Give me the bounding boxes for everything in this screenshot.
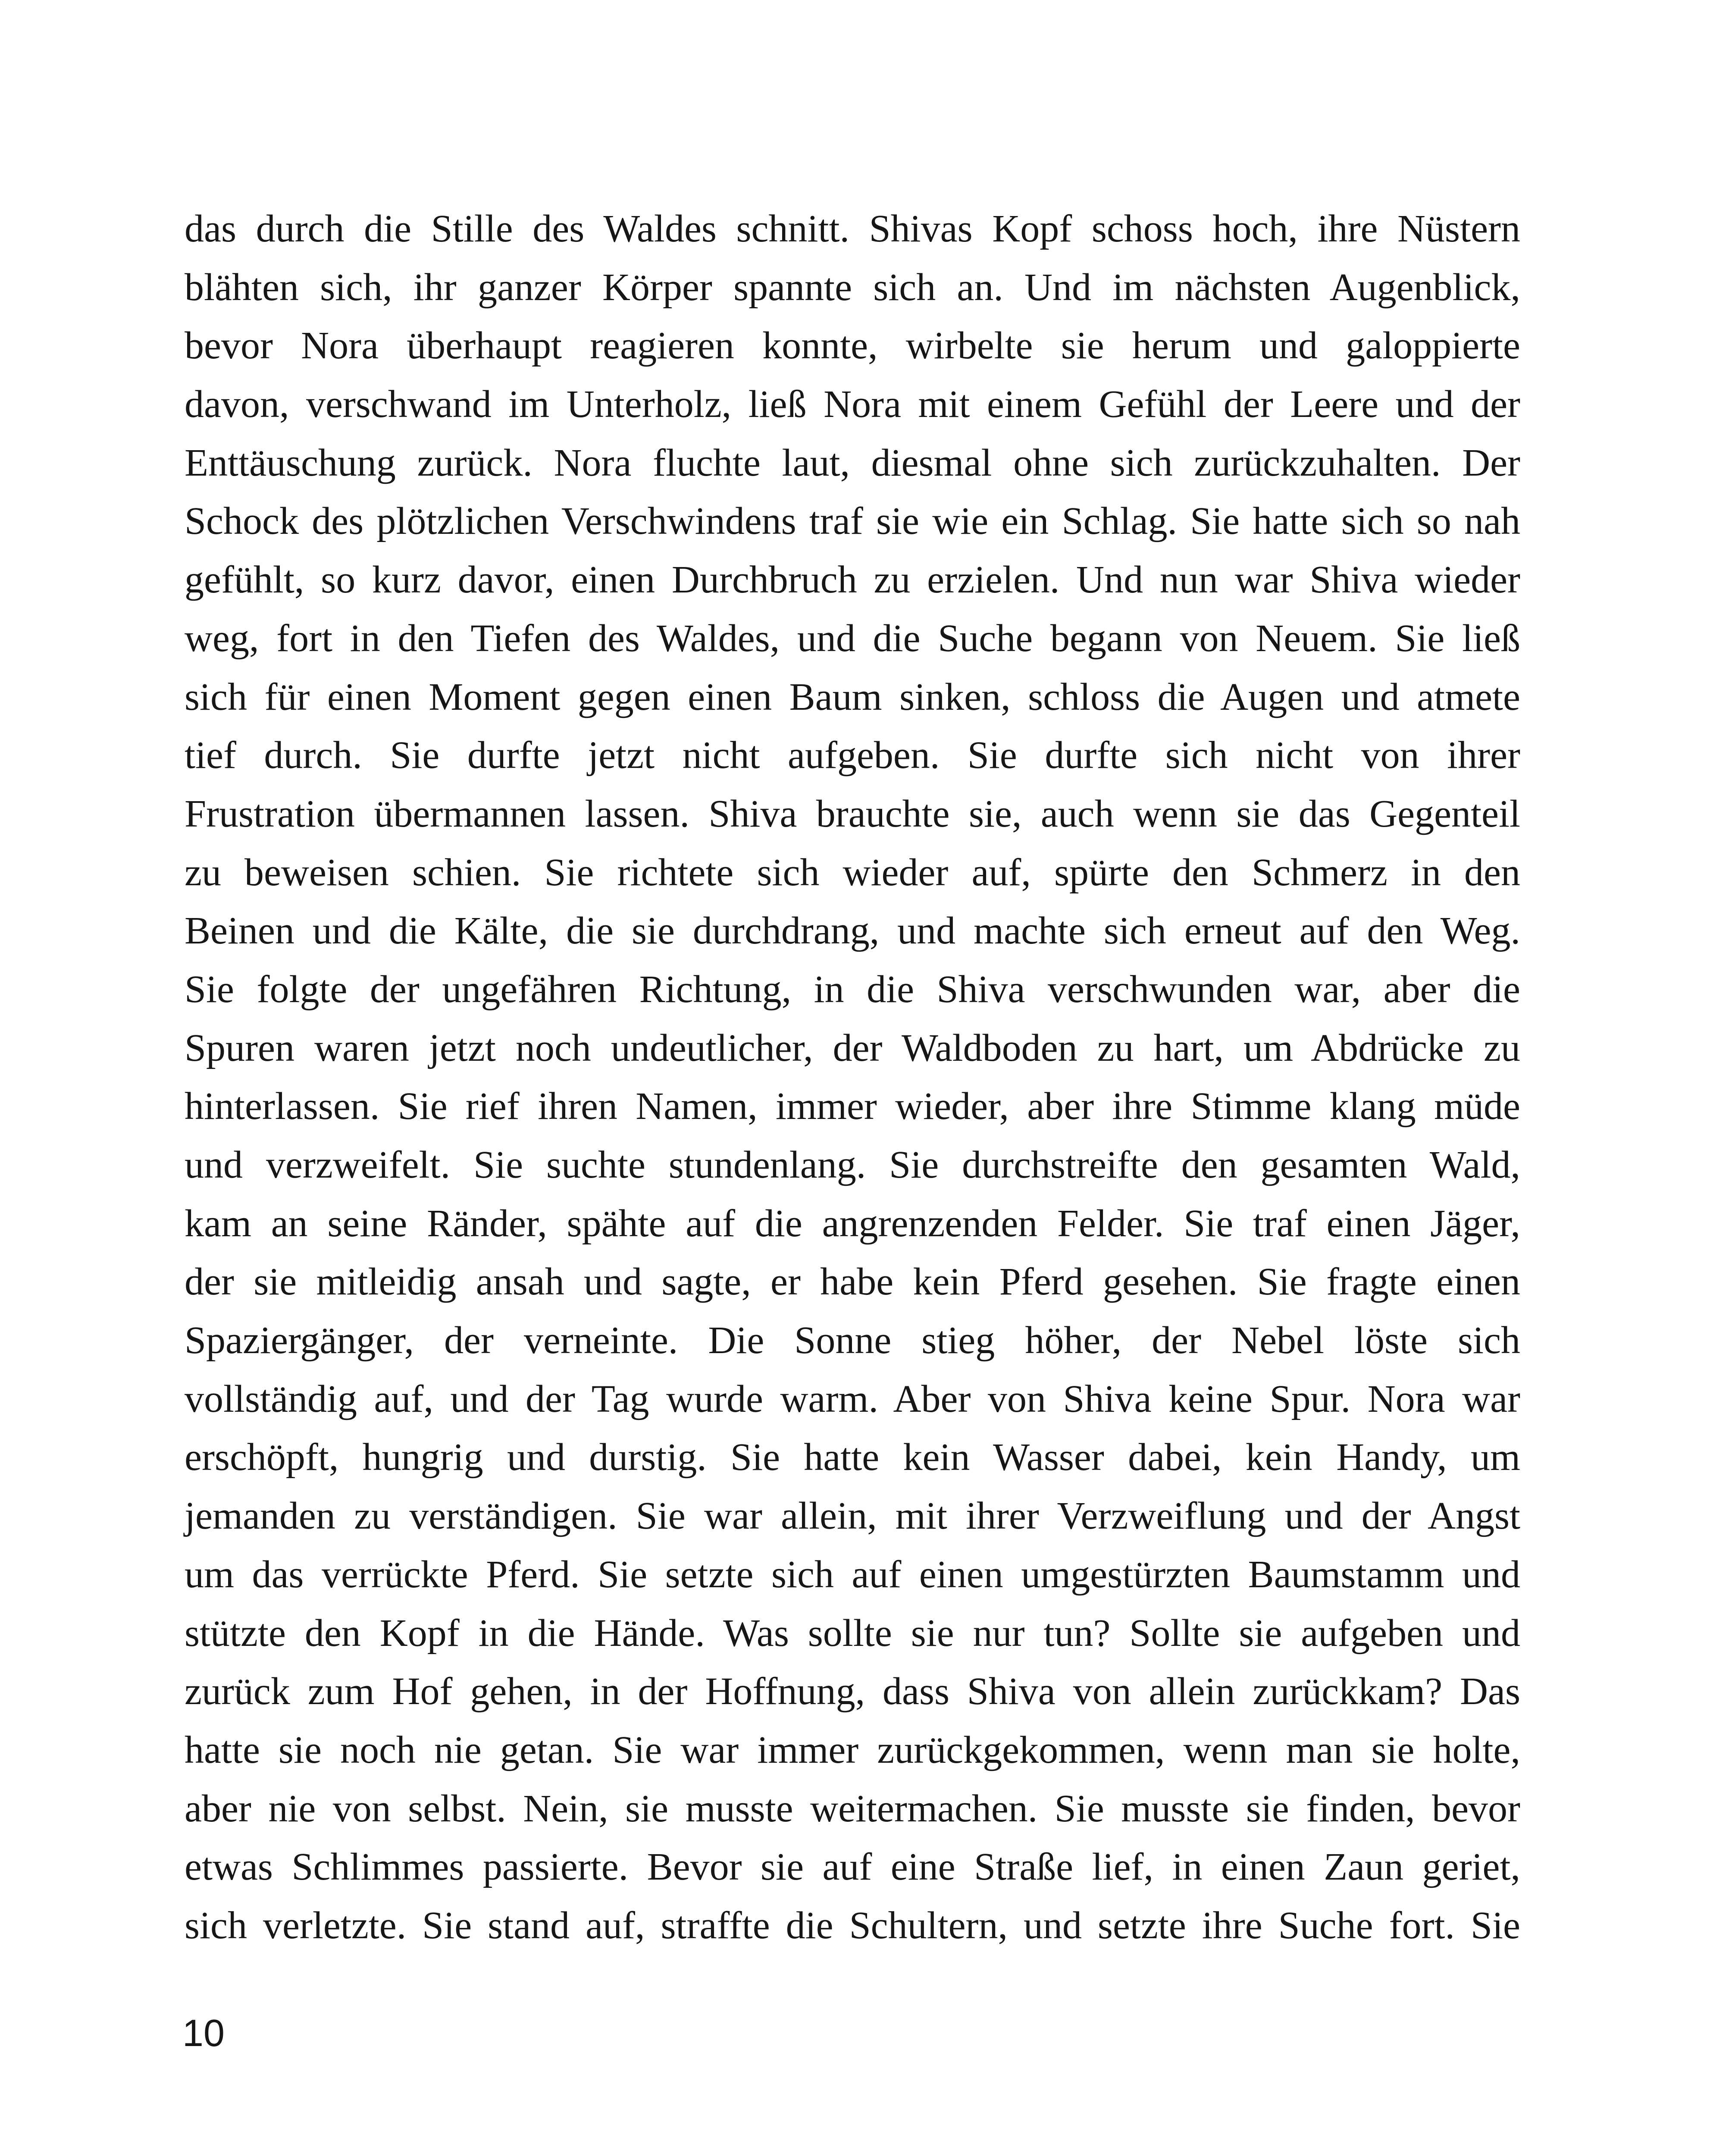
body-text <box>185 200 1520 1955</box>
text-line: bevor Nora überhaupt reagieren konnte, wirbelte sie herum und galoppierte <box>185 324 1520 367</box>
text-line: und verzweifelt. Sie suchte stundenlang. Sie durchstreifte den gesamten Wald, <box>185 1144 1520 1186</box>
text-line: Spaziergänger, der verneinte. Die Sonne stieg höher, der Nebel löste sich <box>185 1319 1520 1362</box>
text-line: sich für einen Moment gegen einen Baum sinken, schloss die Augen und atmete <box>185 675 1520 718</box>
text-line: Frustration übermannen lassen. Shiva brauchte sie, auch wenn sie das Gegenteil <box>185 792 1520 835</box>
text-line: das durch die Stille des Waldes schnitt. Shivas Kopf schoss hoch, ihre Nüstern <box>185 207 1520 250</box>
text-line: etwas Schlimmes passierte. Bevor sie auf eine Straße lief, in einen Zaun geriet, <box>185 1846 1520 1889</box>
text-line: Enttäuschung zurück. Nora fluchte laut, diesmal ohne sich zurückzuhalten. Der <box>185 441 1520 484</box>
text-line: erschöpft, hungrig und durstig. Sie hatte kein Wasser dabei, kein Handy, um <box>185 1436 1520 1479</box>
text-line: sich verletzte. Sie stand auf, straffte die Schultern, und setzte ihre Suche fort. Sie <box>185 1904 1520 1947</box>
text-line: weg, fort in den Tiefen des Waldes, und die Suche begann von Neuem. Sie ließ <box>185 617 1520 660</box>
text-line: Sie folgte der ungefähren Richtung, in die Shiva verschwunden war, aber die <box>185 968 1520 1011</box>
text-line: stützte den Kopf in die Hände. Was sollte sie nur tun? Sollte sie aufgeben und <box>185 1611 1520 1655</box>
text-line: jemanden zu verständigen. Sie war allein, mit ihrer Verzweiflung und der Angst <box>185 1495 1520 1538</box>
text-line: der sie mitleidig ansah und sagte, er habe kein Pferd gesehen. Sie fragte einen <box>185 1260 1520 1304</box>
text-line: aber nie von selbst. Nein, sie musste weitermachen. Sie musste sie finden, bevor <box>185 1787 1520 1830</box>
text-line: Beinen und die Kälte, die sie durchdrang, und machte sich erneut auf den Weg. <box>185 909 1520 953</box>
page-number: 10 <box>182 2012 225 2054</box>
text-line: Schock des plötzlichen Verschwindens traf sie wie ein Schlag. Sie hatte sich so nah <box>185 500 1520 543</box>
text-line: zu beweisen schien. Sie richtete sich wieder auf, spürte den Schmerz in den <box>185 851 1520 894</box>
text-line: Spuren waren jetzt noch undeutlicher, der Waldboden zu hart, um Abdrücke zu <box>185 1026 1520 1069</box>
text-line: blähten sich, ihr ganzer Körper spannte sich an. Und im nächsten Augenblick, <box>185 266 1520 309</box>
text-line: tief durch. Sie durfte jetzt nicht aufgeben. Sie durfte sich nicht von ihrer <box>185 734 1520 777</box>
text-line: vollständig auf, und der Tag wurde warm. Aber von Shiva keine Spur. Nora war <box>185 1377 1520 1420</box>
text-line: kam an seine Ränder, spähte auf die angrenzenden Felder. Sie traf einen Jäger, <box>185 1202 1520 1245</box>
text-line: zurück zum Hof gehen, in der Hoffnung, dass Shiva von allein zurückkam? Das <box>185 1670 1520 1713</box>
text-line: um das verrückte Pferd. Sie setzte sich auf einen umgestürzten Baumstamm und <box>185 1553 1520 1596</box>
text-line: hinterlassen. Sie rief ihren Namen, immer wieder, aber ihre Stimme klang müde <box>185 1085 1520 1128</box>
text-line: hatte sie noch nie getan. Sie war immer zurückgekommen, wenn man sie holte, <box>185 1728 1520 1771</box>
text-line: gefühlt, so kurz davor, einen Durchbruch zu erzielen. Und nun war Shiva wieder <box>185 558 1520 602</box>
text-line: davon, verschwand im Unterholz, ließ Nora mit einem Gefühl der Leere und der <box>185 383 1520 426</box>
